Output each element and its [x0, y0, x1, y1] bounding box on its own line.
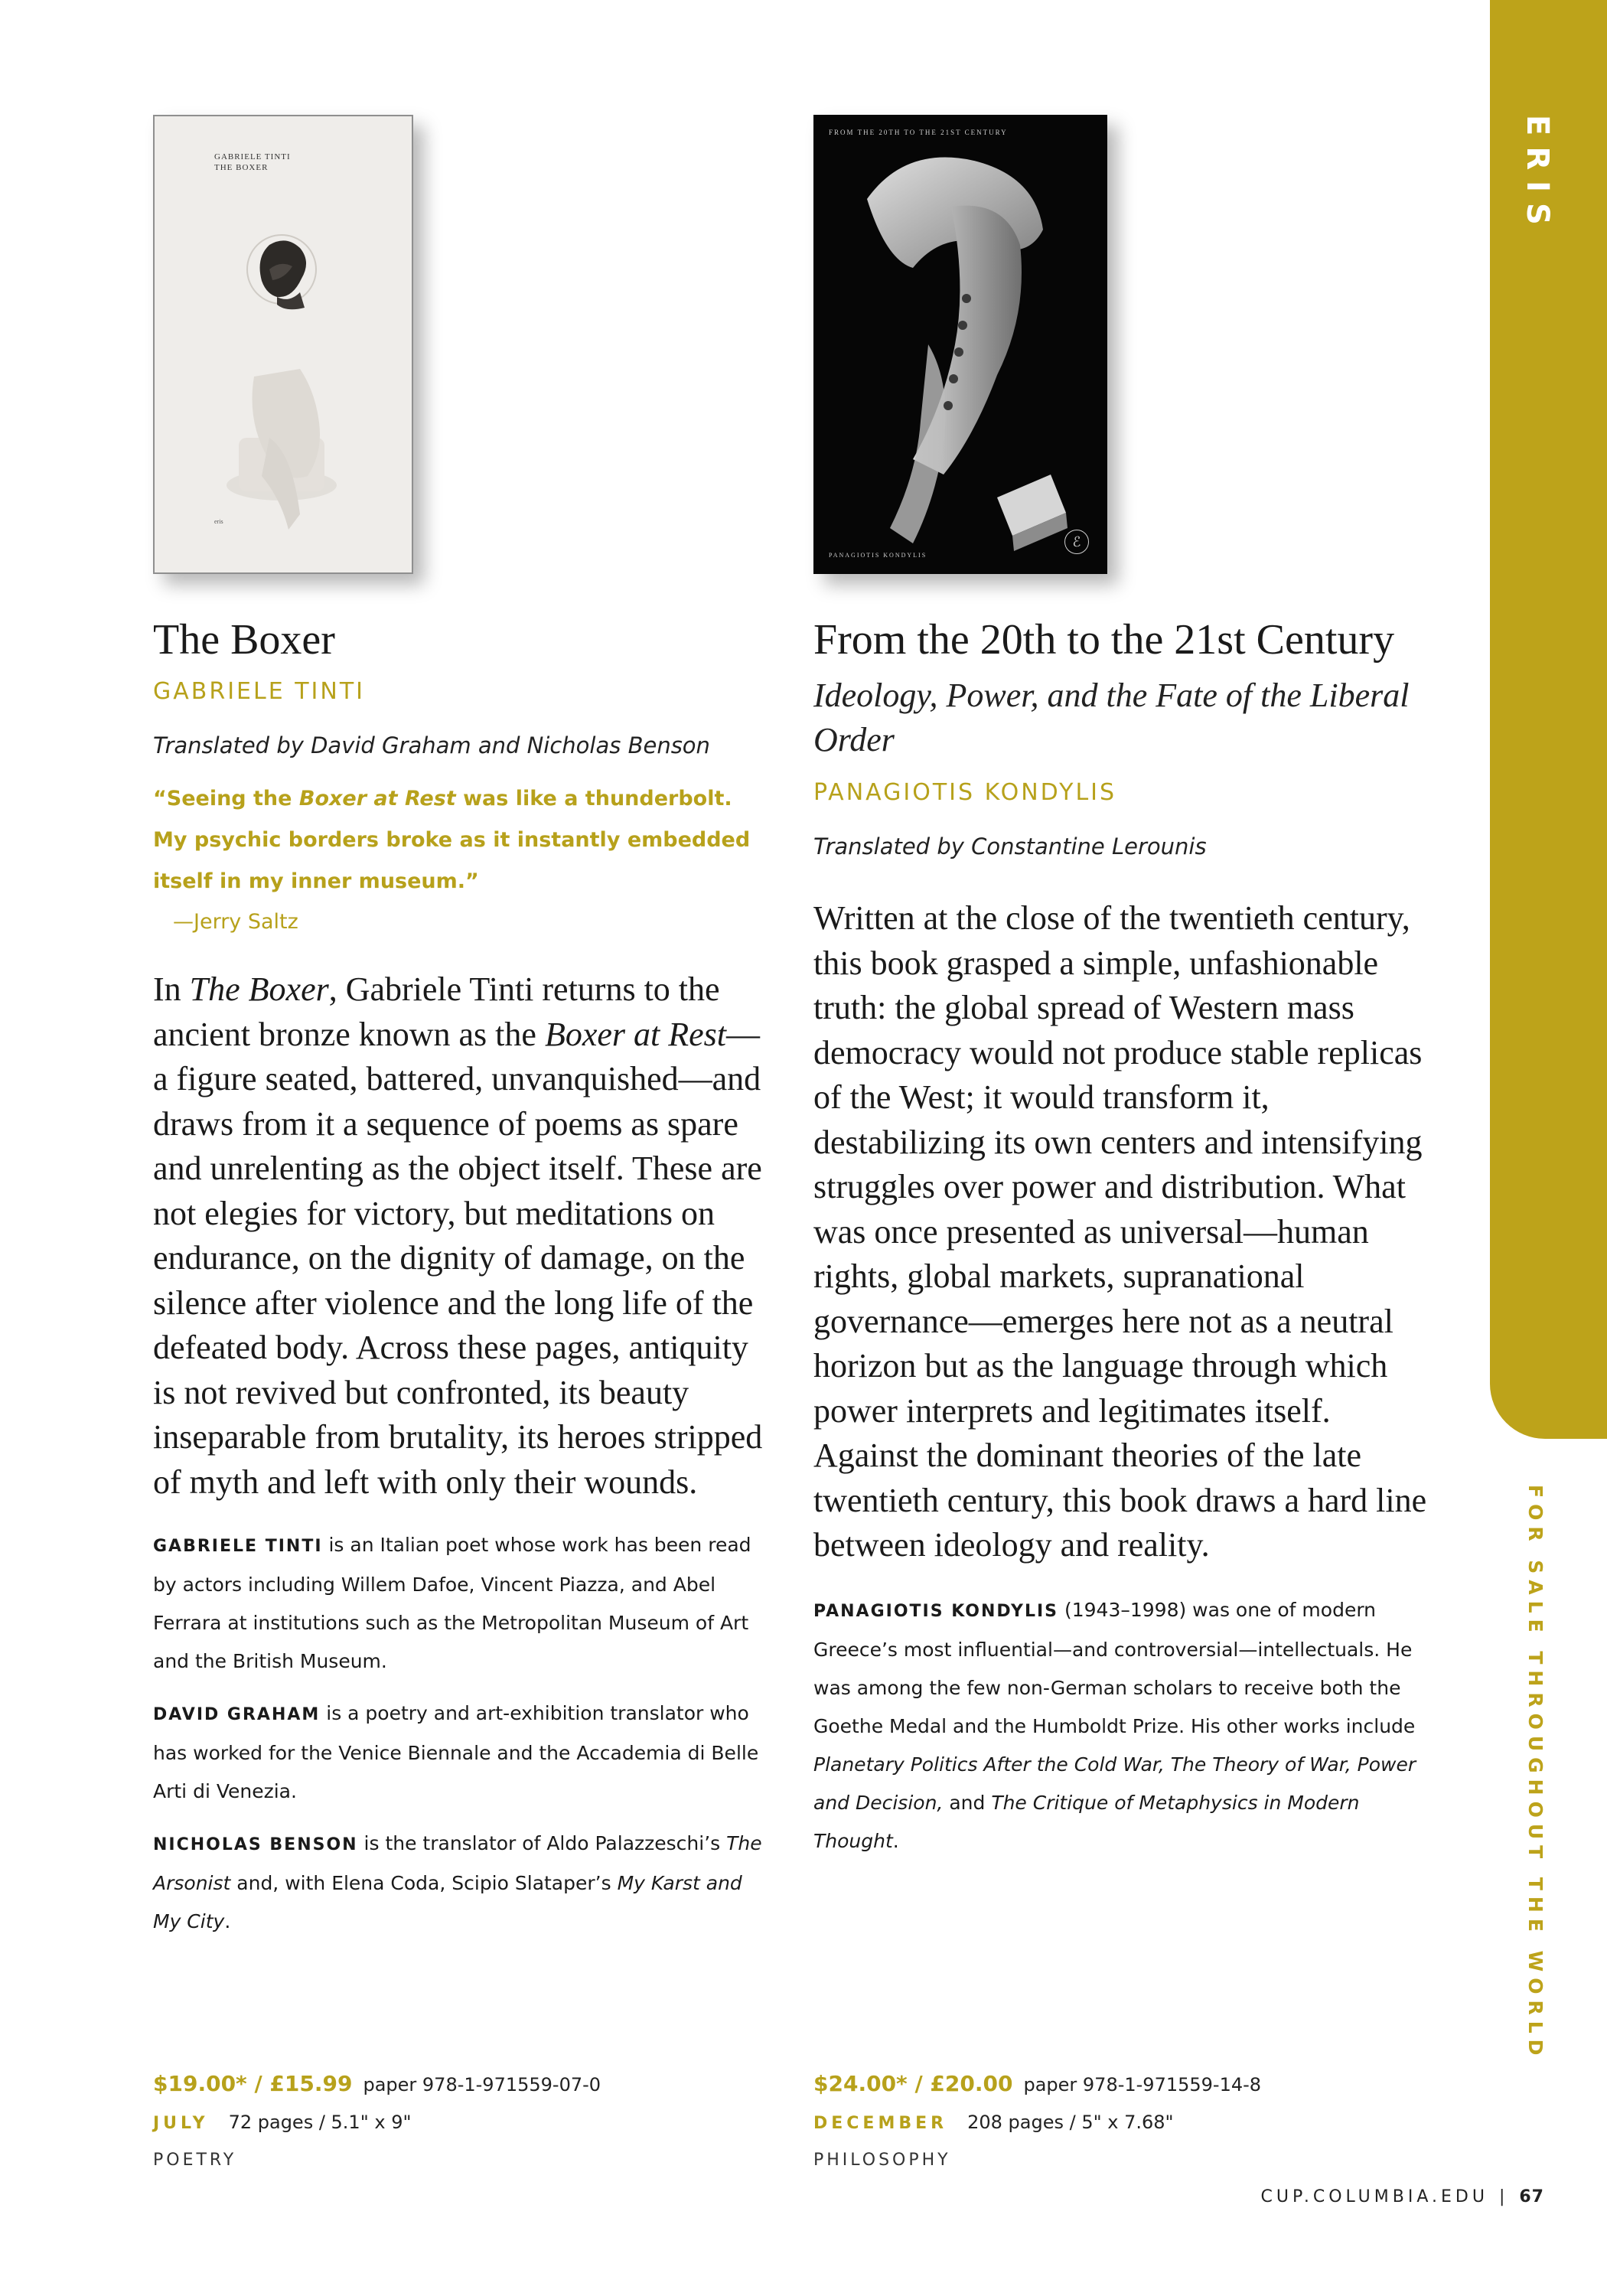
format-isbn: paper 978-1-971559-07-0	[363, 2074, 601, 2095]
site-link[interactable]: CUP.COLUMBIA.EDU	[1260, 2187, 1488, 2206]
book-listing-20th-to-21st-century	[813, 115, 1441, 1861]
author-bio: PANAGIOTIS KONDYLIS (1943–1998) was one of modern Greece’s most influential—and controversial—intellectuals. He was among the few non-German scholars to receive both the Goethe Medal and the Humboldt Prize. His other works include Planetary Politics After the Cold War, The Theory of War, Power and Decision, and The Critique of Metaphysics in Modern Thought.	[813, 1598, 1416, 1852]
book-author: GABRIELE TINTI	[153, 678, 365, 705]
publication-month: DECEMBER	[813, 2114, 948, 2133]
imprint-label: ERIS	[1520, 115, 1555, 236]
endorsement-quote: “Seeing the Boxer at Rest was like a thunderbolt. My psychic borders broke as it instantly embedded itself in my inner museum.”	[153, 787, 751, 893]
author-bio: GABRIELE TINTI is an Italian poet whose work has been read by actors including Willem Dafoe, Vincent Piazza, and Abel Ferrara at institutions such as the Metropolitan Museum of Art and the British Museum.	[153, 1534, 751, 1672]
publisher-logo-icon: ℰ	[1064, 530, 1089, 554]
book-title: The Boxer	[153, 616, 335, 664]
book-author: PANAGIOTIS KONDYLIS	[813, 779, 1117, 806]
book-cover-image[interactable]	[153, 115, 413, 574]
endorsement-attribution: —Jerry Saltz	[173, 910, 298, 934]
format-isbn: paper 978-1-971559-14-8	[1023, 2074, 1262, 2095]
subject-category: POETRY	[153, 2151, 237, 2170]
subject-category: PHILOSOPHY	[813, 2151, 951, 2170]
cover-publisher-text: eris	[214, 518, 223, 525]
cover-title-text: FROM THE 20TH TO THE 21ST CENTURY	[829, 129, 1008, 136]
boxer-statue-illustration	[155, 116, 413, 574]
cover-author-text: PANAGIOTIS KONDYLIS	[829, 552, 927, 559]
page-number: 67	[1519, 2187, 1544, 2206]
book-translator: Translated by David Graham and Nicholas Benson	[153, 732, 710, 758]
book-meta-the-boxer	[153, 2065, 601, 2180]
book-listing-the-boxer	[153, 115, 765, 1941]
abstract-sculpture-illustration	[813, 115, 1107, 574]
translator-bio: NICHOLAS BENSON is the translator of Aldo Palazzeschi’s The Arsonist and, with Elena Coda, Scipio Slataper’s My Karst and My City.	[153, 1832, 762, 1932]
book-subtitle: Ideology, Power, and the Fate of the Liberal Order	[813, 677, 1410, 758]
book-meta-20th-to-21st-century	[813, 2065, 1261, 2180]
publication-month: JULY	[153, 2114, 209, 2133]
book-translator: Translated by Constantine Lerounis	[813, 833, 1207, 859]
sales-territory-label: FOR SALE THROUGHOUT THE WORLD	[1524, 1485, 1547, 2062]
book-title: From the 20th to the 21st Century	[813, 616, 1395, 664]
book-cover-image[interactable]	[813, 115, 1107, 574]
cover-author-text: GABRIELE TINTI	[214, 152, 291, 161]
price: $19.00* / £15.99	[153, 2071, 353, 2096]
translator-bio: DAVID GRAHAM is a poetry and art-exhibition translator who has worked for the Venice Biennale and the Accademia di Belle Arti di Venezia.	[153, 1702, 759, 1802]
price: $24.00* / £20.00	[813, 2071, 1013, 2096]
book-description: Written at the close of the twentieth century, this book grasped a simple, unfashionable truth: the global spread of Western mass democracy would not produce stable replicas of the West; it would transform it, destabilizing its own centers and intensifying struggles over power and distribution. What was once presented as universal—human rights, global markets, supranational governance—emerges here not as a neutral horizon but as the language through which power interprets and legitimates itself. Against the dominant theories of the late twentieth century, this book draws a hard line between ideology and reality.	[813, 899, 1427, 1564]
page-count-dimensions: 72 pages / 5.1" x 9"	[228, 2112, 412, 2133]
page-count-dimensions: 208 pages / 5" x 7.68"	[967, 2112, 1174, 2133]
page-footer: CUP.COLUMBIA.EDU | 67	[1260, 2187, 1544, 2206]
cover-title-text: THE BOXER	[214, 163, 269, 172]
book-description: In The Boxer, Gabriele Tinti returns to the ancient bronze known as the Boxer at Rest—a figure seated, battered, unvanquished—and draws from it a sequence of poems as spare and unrelenting as the object itself. These are not elegies for victory, but meditations on endurance, on the dignity of damage, on the silence after violence and the long life of the defeated body. Across these pages, antiquity is not revived but confronted, its beauty inseparable from brutality, its heroes stripped of myth and left with only their wounds.	[153, 970, 763, 1501]
